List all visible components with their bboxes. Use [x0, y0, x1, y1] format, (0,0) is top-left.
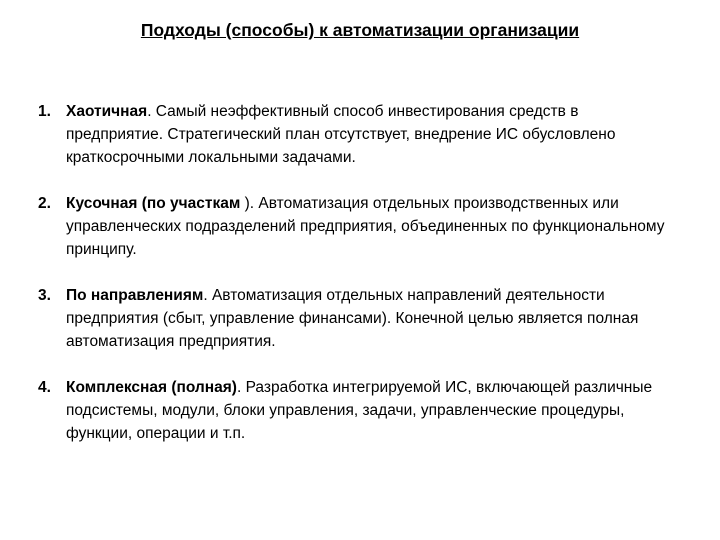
item-term: Комплексная (полная) [66, 379, 237, 396]
item-description: . Автоматизация отдельных направлений деятельности предприятия (сбыт, управление финансами). Конечной целью является полная автоматизация предприятия. [66, 287, 639, 350]
item-term: Кусочная (по участкам [66, 195, 245, 212]
item-number: 4. [38, 379, 51, 396]
item-description: . Самый неэффективный способ инвестирования средств в предприятие. Стратегический план отсутствует, внедрение ИС обусловлено краткосрочными локальными задачами. [66, 103, 616, 166]
item-number: 3. [38, 287, 51, 304]
item-term: Хаотичная [66, 103, 148, 120]
item-number: 2. [38, 195, 51, 212]
list-item [38, 284, 673, 353]
list-item [38, 376, 673, 445]
item-number: 1. [38, 103, 51, 120]
item-description: . Разработка интегрируемой ИС, включающей различные подсистемы, модули, блоки управления, задачи, управленческие процедуры, функции, операции и т.п. [66, 379, 653, 442]
list-item [38, 100, 673, 169]
list-item [38, 192, 673, 261]
approaches-list [38, 100, 673, 468]
item-description: ). Автоматизация отдельных производственных или управленческих подразделений предприятия, объединенных по функциональному принципу. [66, 195, 665, 258]
slide-title: Подходы (способы) к автоматизации организации [140, 20, 580, 40]
item-term: По направлениям [66, 287, 204, 304]
